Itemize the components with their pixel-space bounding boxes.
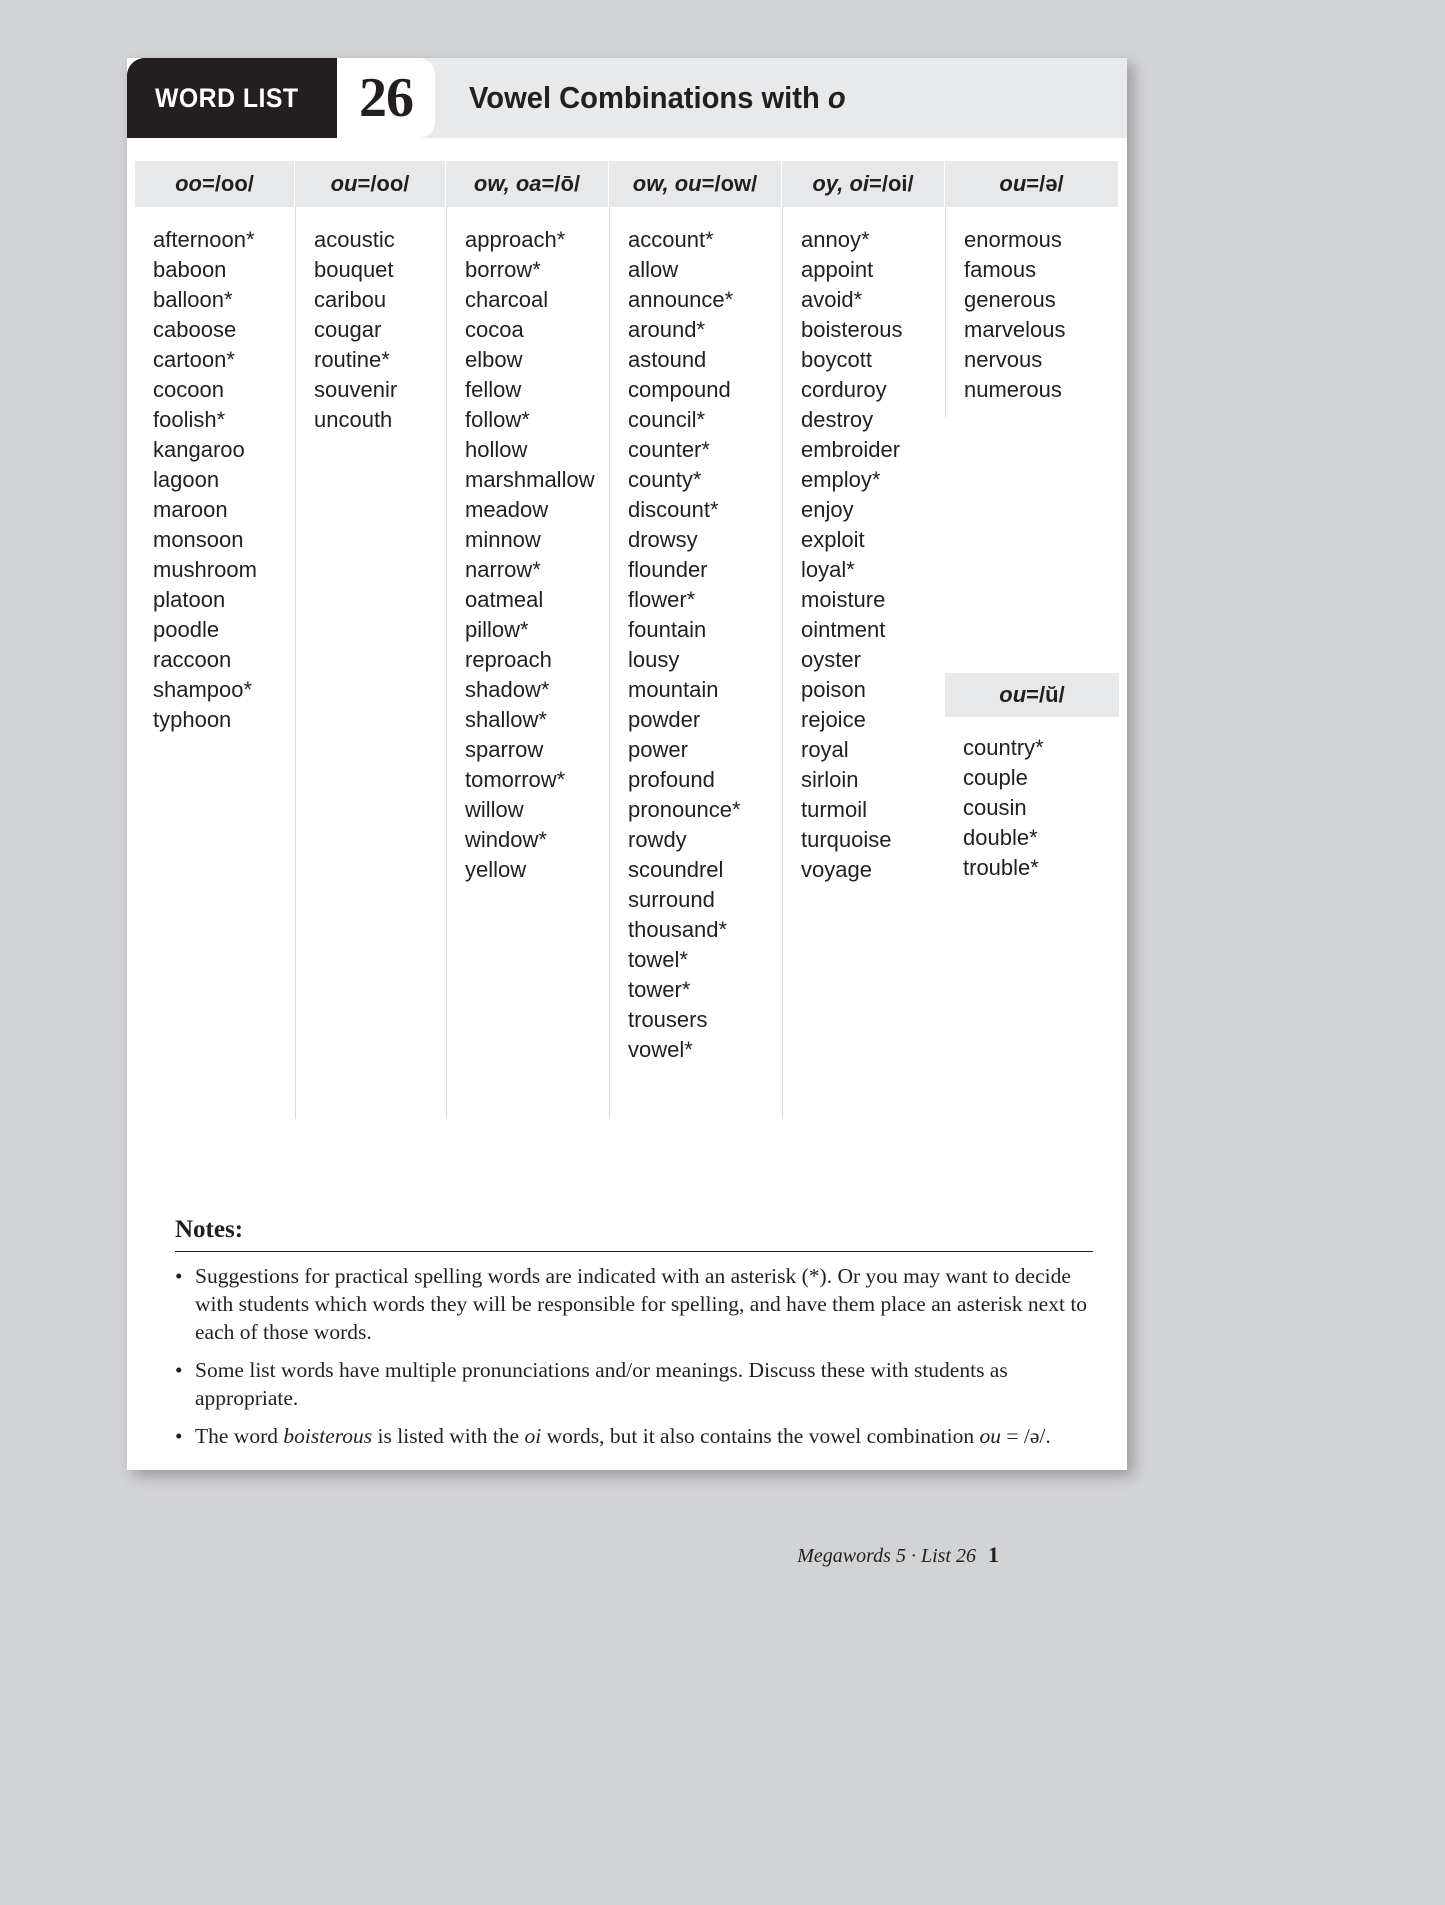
word-item: borrow* — [465, 257, 541, 282]
word-item: minnow — [465, 527, 541, 552]
word-column-ou-oo — [295, 161, 446, 1119]
sub-column-header-ou-short-u — [945, 673, 1119, 717]
word-list-ou-short-u — [945, 717, 1119, 883]
column-header-ow-ou-ow — [609, 161, 782, 207]
word-item: towel* — [628, 947, 688, 972]
word-column-ow-oa-long-o — [446, 161, 609, 1119]
note-span: The word — [195, 1424, 284, 1448]
word-item: kangaroo — [153, 437, 245, 462]
word-column-oy-oi-oi — [782, 161, 945, 1119]
sub-column-header-equals: = — [1026, 682, 1040, 707]
word-item: destroy — [801, 407, 874, 432]
note-item — [175, 1356, 1093, 1412]
word-item: balloon* — [153, 287, 233, 312]
word-list-ou-oo — [295, 207, 446, 1119]
word-item: enjoy — [801, 497, 854, 522]
word-item: enormous — [964, 227, 1062, 252]
column-header-sound: /oi/ — [881, 171, 914, 196]
word-item: flower* — [628, 587, 696, 612]
word-item: pillow* — [465, 617, 529, 642]
note-bullet-icon: • — [175, 1264, 183, 1288]
word-item: generous — [964, 287, 1056, 312]
word-item: rejoice — [801, 707, 866, 732]
note-bullet-icon: • — [175, 1358, 183, 1382]
word-item: afternoon* — [153, 227, 255, 252]
word-item: reproach — [465, 647, 552, 672]
note-emphasis: ou — [979, 1424, 1001, 1448]
word-item: numerous — [964, 377, 1062, 402]
column-header-sound: /oo/ — [370, 171, 410, 196]
column-header-ow-oa-long-o — [446, 161, 609, 207]
word-item: yellow — [465, 857, 527, 882]
column-header-pattern: ow, ou — [632, 171, 702, 196]
word-list-ou-schwa — [945, 207, 1119, 417]
word-item: scoundrel — [628, 857, 724, 882]
word-item: poison — [801, 677, 866, 702]
word-item: souvenir — [314, 377, 398, 402]
word-item: shallow* — [465, 707, 547, 732]
word-item: oyster — [801, 647, 861, 672]
word-item: thousand* — [628, 917, 728, 942]
word-item: nervous — [964, 347, 1043, 372]
note-span: words, but it also contains the vowel combination — [541, 1424, 980, 1448]
word-item: drowsy — [628, 527, 698, 552]
word-item: cartoon* — [153, 347, 235, 372]
word-item: cocoa — [465, 317, 524, 342]
word-item: compound — [628, 377, 731, 402]
word-column-ow-ou-ow — [609, 161, 782, 1119]
column-header-equals: = — [701, 171, 715, 196]
note-bullet-icon: • — [175, 1424, 183, 1448]
word-item: announce* — [628, 287, 734, 312]
column-header-pattern: oo — [175, 171, 202, 196]
column-header-pattern: ou — [999, 171, 1027, 196]
notes-list — [175, 1262, 1093, 1450]
word-item: couple — [963, 765, 1028, 790]
notes-title: Notes: — [175, 1216, 244, 1243]
word-item: sparrow — [465, 737, 544, 762]
word-table — [135, 161, 1119, 1119]
note-text — [195, 1422, 1093, 1450]
word-list-ow-oa-long-o — [446, 207, 609, 1119]
word-item: routine* — [314, 347, 390, 372]
word-item: turquoise — [801, 827, 892, 852]
word-item: trouble* — [963, 855, 1039, 880]
word-item: oatmeal — [465, 587, 544, 612]
word-item: marshmallow — [465, 467, 595, 492]
page-title — [469, 80, 846, 116]
column-header-pattern: oy, oi — [812, 171, 869, 196]
column-header-pattern: ou — [330, 171, 358, 196]
word-item: corduroy — [801, 377, 887, 402]
word-item: mushroom — [153, 557, 257, 582]
word-item: maroon — [153, 497, 228, 522]
word-item: cougar — [314, 317, 382, 342]
note-span: Some list words have multiple pronunciations and/or meanings. Discuss these with students as appropriate. — [195, 1358, 1008, 1410]
column-header-equals: = — [541, 171, 555, 196]
note-text — [195, 1262, 1093, 1346]
word-item: uncouth — [314, 407, 393, 432]
word-item: ointment — [801, 617, 886, 642]
word-item: country* — [963, 735, 1044, 760]
word-item: profound — [628, 767, 715, 792]
column-header-sound: /ō/ — [554, 171, 581, 196]
word-item: acoustic — [314, 227, 395, 252]
column-header-oo-oo — [135, 161, 295, 207]
list-number: 26 — [358, 67, 413, 129]
sub-column-header-sound: /ŭ/ — [1039, 682, 1065, 707]
word-item: surround — [628, 887, 715, 912]
page-footer — [797, 1542, 999, 1568]
column-header-pattern: ow, oa — [473, 171, 542, 196]
word-item: fellow — [465, 377, 522, 402]
word-item: hollow — [465, 437, 528, 462]
note-span: Suggestions for practical spelling words are indicated with an asterisk (*). Or you may want to decide with students which words they will be responsible for spelling, and have them place an asterisk next to each of those words. — [195, 1264, 1088, 1344]
word-item: rowdy — [628, 827, 687, 852]
word-item: account* — [628, 227, 714, 252]
word-item: trousers — [628, 1007, 708, 1032]
word-list-ow-ou-ow — [609, 207, 782, 1119]
word-item: follow* — [465, 407, 530, 432]
word-item: bouquet — [314, 257, 394, 282]
footer-book-title-text: Megawords 5 — [797, 1545, 906, 1567]
column-header-equals: = — [1026, 171, 1040, 196]
word-item: typhoon — [153, 707, 232, 732]
word-item: turmoil — [801, 797, 868, 822]
note-text — [195, 1356, 1093, 1412]
notes-section — [175, 1216, 1093, 1460]
word-item: window* — [465, 827, 547, 852]
word-item: royal — [801, 737, 849, 762]
word-column-oo-oo — [135, 161, 295, 1119]
word-item: double* — [963, 825, 1038, 850]
word-item: boisterous — [801, 317, 903, 342]
document-page — [127, 58, 1127, 1567]
header-title-wrap — [435, 58, 1127, 138]
word-item: shampoo* — [153, 677, 253, 702]
word-item: poodle — [153, 617, 220, 642]
word-item: narrow* — [465, 557, 541, 582]
word-item: fountain — [628, 617, 707, 642]
word-list-oy-oi-oi — [782, 207, 945, 1119]
word-item: appoint — [801, 257, 874, 282]
word-item: lousy — [628, 647, 680, 672]
note-emphasis: oi — [524, 1424, 542, 1448]
word-item: powder — [628, 707, 701, 732]
word-item: exploit — [801, 527, 865, 552]
word-item: foolish* — [153, 407, 226, 432]
word-item: annoy* — [801, 227, 870, 252]
word-item: power — [628, 737, 688, 762]
word-item: famous — [964, 257, 1037, 282]
word-list-oo-oo — [135, 207, 295, 1119]
word-item: boycott — [801, 347, 872, 372]
column-header-sound: /ə/ — [1039, 171, 1064, 196]
word-item: county* — [628, 467, 702, 492]
word-item: lagoon — [153, 467, 220, 492]
word-item: willow — [465, 797, 524, 822]
word-item: mountain — [628, 677, 719, 702]
word-item: approach* — [465, 227, 566, 252]
word-item: voyage — [801, 857, 872, 882]
column-header-equals: = — [201, 171, 215, 196]
footer-book-title — [797, 1545, 976, 1568]
word-item: tomorrow* — [465, 767, 566, 792]
word-item: caboose — [153, 317, 237, 342]
note-item — [175, 1262, 1093, 1346]
page-title-prefix: Vowel Combinations with — [468, 80, 828, 115]
footer-page-number: 1 — [988, 1542, 999, 1567]
column-header-sound: /ow/ — [714, 171, 758, 196]
word-item: cousin — [963, 795, 1027, 820]
word-item: raccoon — [153, 647, 232, 672]
word-item: tower* — [628, 977, 691, 1002]
word-item: platoon — [153, 587, 226, 612]
word-item: caribou — [314, 287, 387, 312]
column-header-equals: = — [357, 171, 371, 196]
page-title-italic: o — [827, 80, 846, 115]
column-header-ou-schwa — [945, 161, 1119, 207]
word-item: marvelous — [964, 317, 1066, 342]
sub-column-header-pattern: ou — [999, 682, 1027, 707]
word-item: council* — [628, 407, 706, 432]
word-item: vowel* — [628, 1037, 693, 1062]
word-item: astound — [628, 347, 707, 372]
word-item: allow — [628, 257, 679, 282]
word-item: meadow — [465, 497, 549, 522]
word-item: charcoal — [465, 287, 549, 312]
footer-list-label: List 26 — [920, 1545, 976, 1567]
word-item: embroider — [801, 437, 901, 462]
notes-divider — [175, 1251, 1093, 1252]
word-table-columns — [135, 161, 1119, 1119]
word-item: flounder — [628, 557, 708, 582]
word-item: baboon — [153, 257, 227, 282]
column-header-equals: = — [869, 171, 882, 196]
note-item — [175, 1422, 1093, 1450]
footer-separator: · — [905, 1545, 921, 1567]
word-item: pronounce* — [628, 797, 741, 822]
word-item: avoid* — [801, 287, 863, 312]
column-header-ou-oo — [295, 161, 446, 207]
word-item: monsoon — [153, 527, 244, 552]
word-item: shadow* — [465, 677, 550, 702]
column-header-oy-oi-oi — [782, 161, 945, 207]
column-header-sound: /oo/ — [214, 171, 254, 196]
word-item: cocoon — [153, 377, 224, 402]
word-item: employ* — [801, 467, 881, 492]
word-item: counter* — [628, 437, 710, 462]
word-item: sirloin — [801, 767, 859, 792]
note-span: = /ə/. — [1001, 1424, 1051, 1448]
word-list-header — [127, 58, 1127, 138]
word-item: moisture — [801, 587, 886, 612]
word-item: elbow — [465, 347, 523, 372]
word-item: around* — [628, 317, 706, 342]
note-span: is listed with the — [372, 1424, 525, 1448]
word-column-ou-schwa — [945, 161, 1119, 883]
note-emphasis: boisterous — [283, 1424, 373, 1448]
word-item: loyal* — [801, 557, 855, 582]
word-list-tab-label: WORD LIST — [155, 82, 299, 113]
word-item: discount* — [628, 497, 719, 522]
list-number-box — [337, 58, 435, 138]
